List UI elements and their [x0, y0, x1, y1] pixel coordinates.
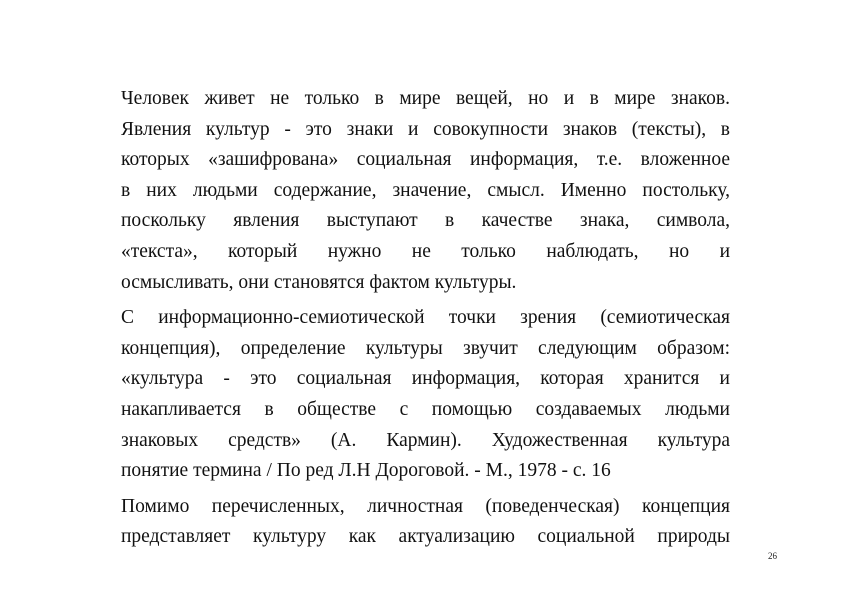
page-number: 26: [768, 551, 777, 561]
paragraph-behavioral-concept: [121, 492, 730, 553]
text-line: «текста», который нужно не только наблюдать, но и: [121, 240, 730, 262]
text-line: Человек живет не только в мире вещей, но и в мире знаков.: [121, 88, 730, 109]
text-line: понятие термина / По ред Л.Н Дороговой. - М., 1978 - с. 16: [121, 460, 611, 482]
text-line: накапливается в обществе с помощью создаваемых людьми: [121, 398, 730, 420]
text-line: концепция), определение культуры звучит следующим образом:: [121, 337, 730, 359]
paragraph-semiotic-concept: [121, 303, 730, 487]
text-line: Помимо перечисленных, личностная (поведенческая) концепция: [121, 495, 730, 517]
text-line: Явления культур - это знаки и совокупности знаков (тексты), в: [121, 118, 730, 140]
text-line: которых «зашифрована» социальная информация, т.е. вложенное: [121, 149, 730, 171]
text-line: в них людьми содержание, значение, смысл. Именно постольку,: [121, 179, 730, 201]
text-line: знаковых средств» (А. Кармин). Художественная культура: [121, 429, 730, 451]
text-line: представляет культуру как актуализацию социальной природы: [121, 526, 730, 548]
text-line: С информационно-семиотической точки зрения (семиотическая: [121, 307, 730, 329]
text-line: «культура - это социальная информация, которая хранится и: [121, 368, 730, 390]
paragraph-signs: [121, 84, 730, 298]
text-line: осмысливать, они становятся фактом культуры.: [121, 271, 517, 293]
text-line: поскольку явления выступают в качестве знака, символа,: [121, 210, 730, 232]
body-text: [121, 84, 730, 558]
